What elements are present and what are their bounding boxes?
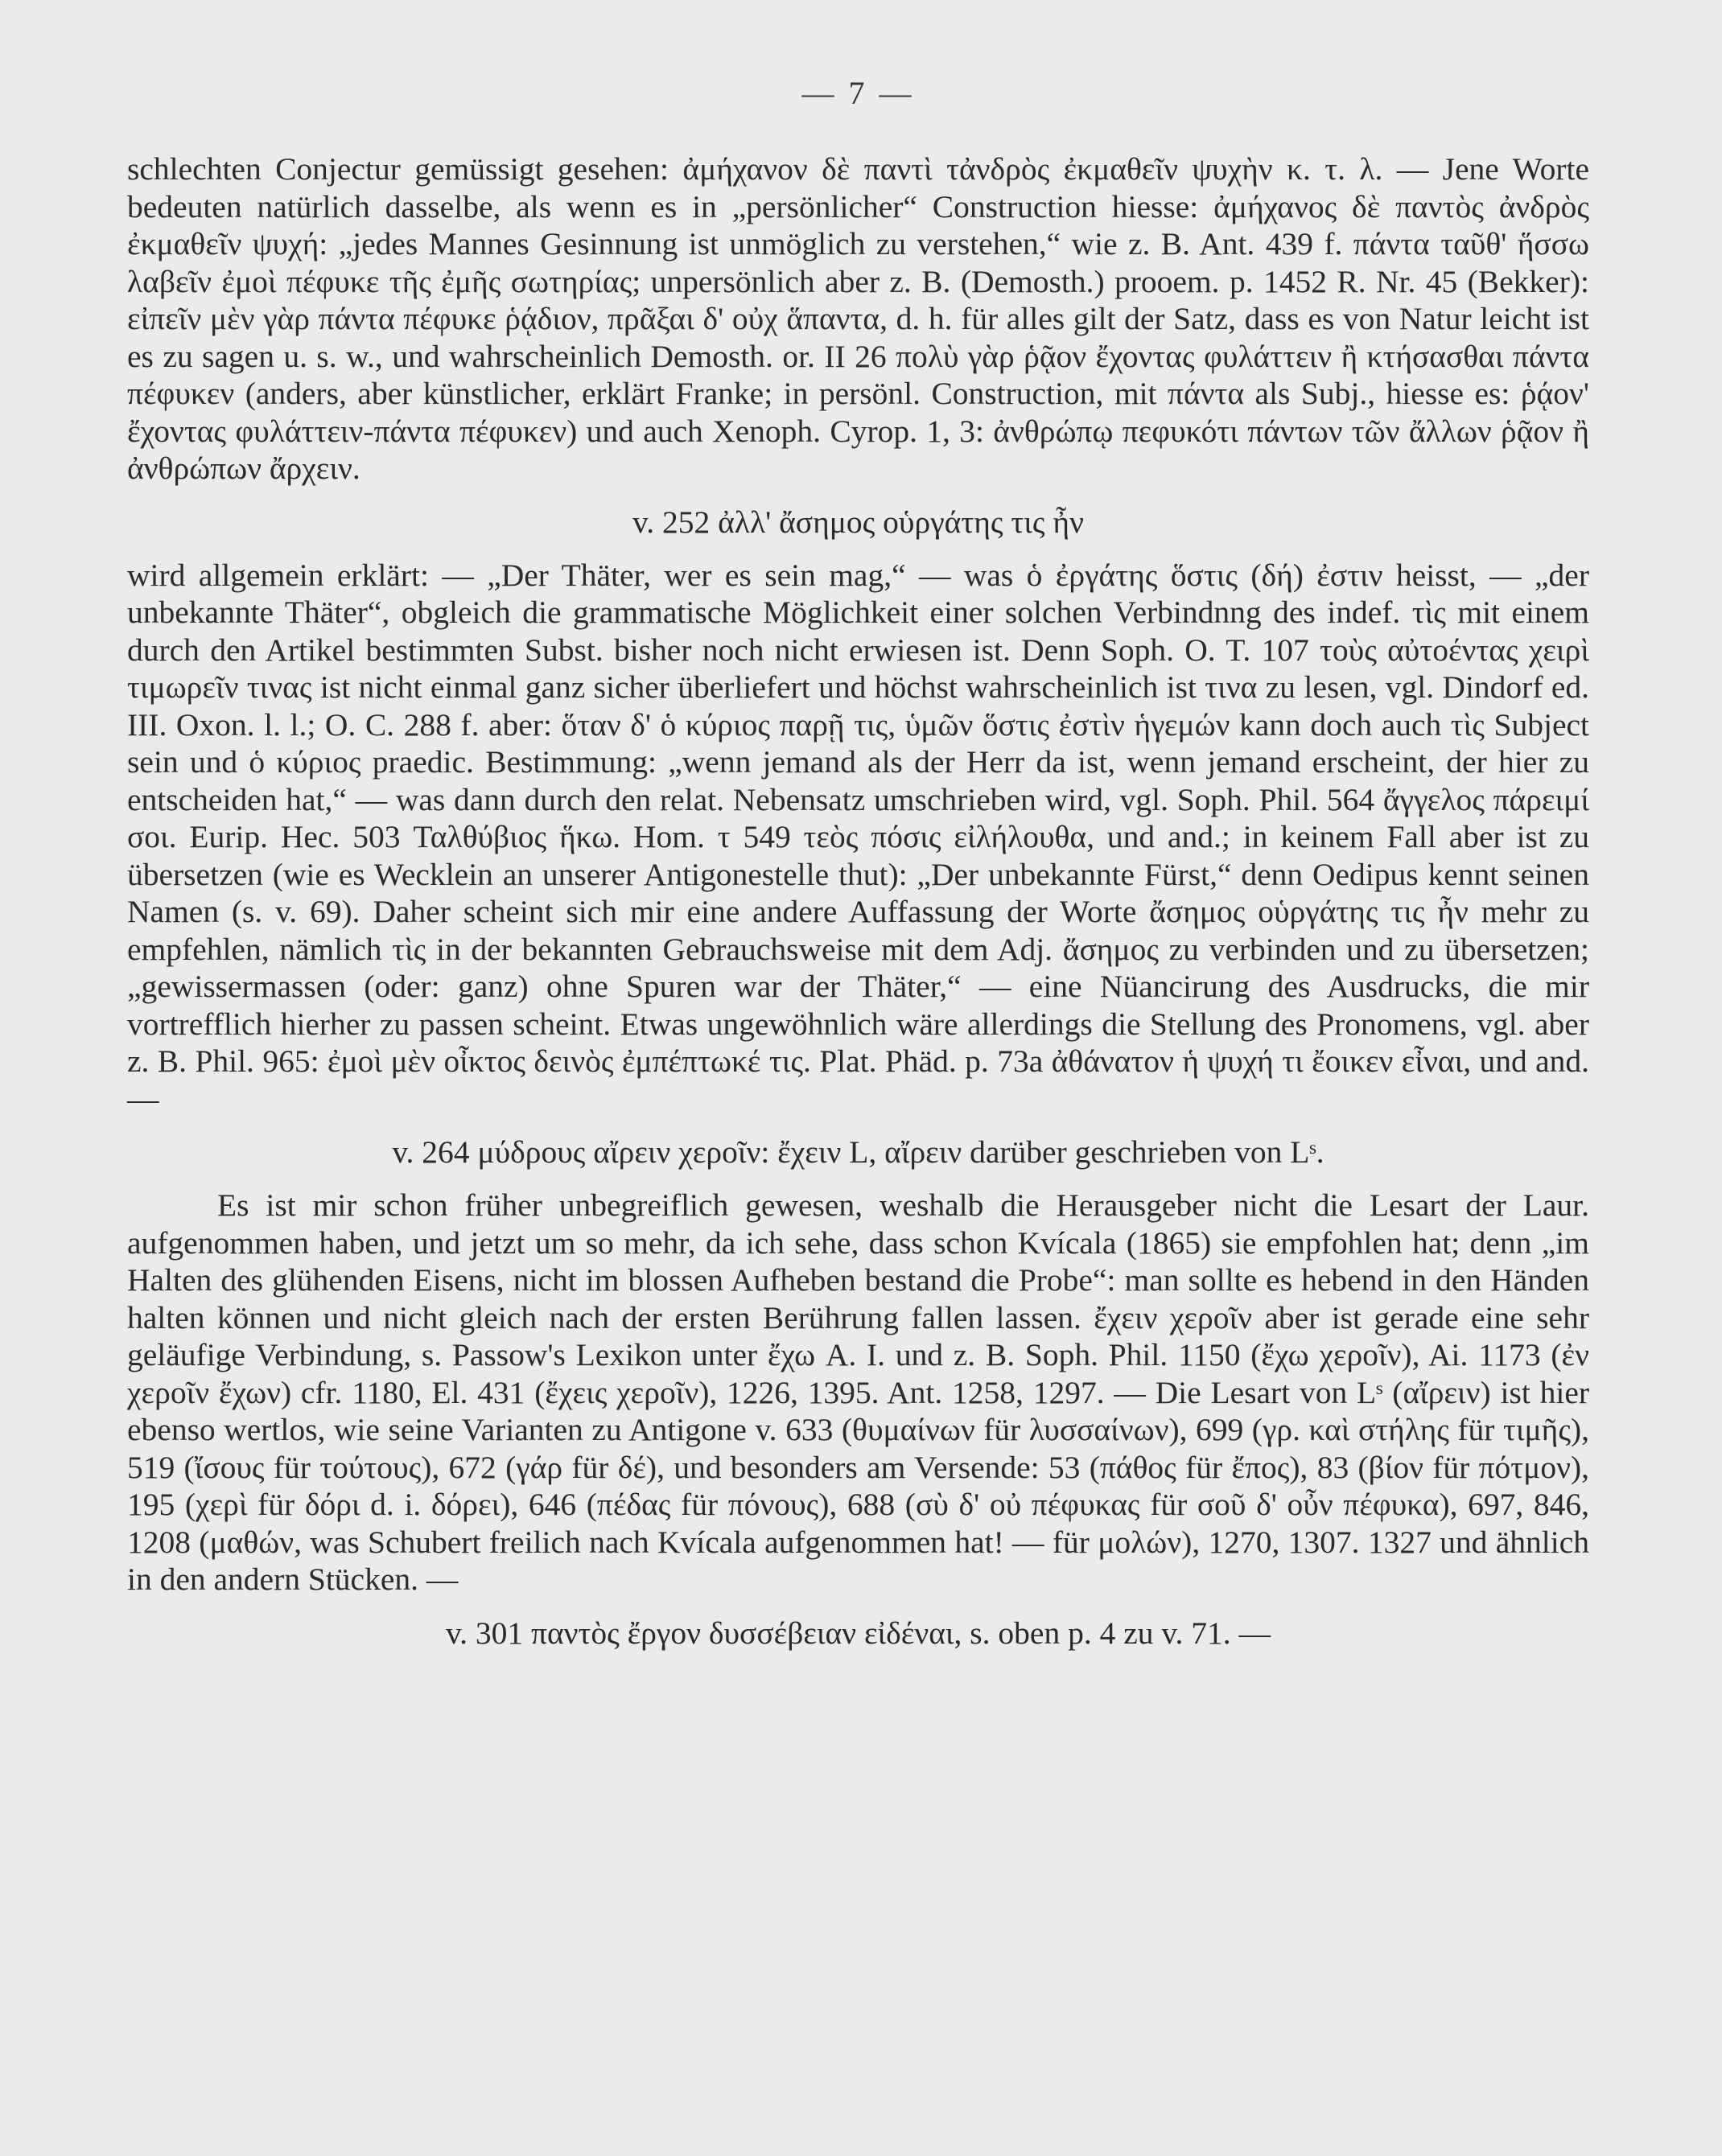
paragraph-thaeter: wird allgemein erklärt: — „Der Thäter, wer es sein mag,“ — was ὁ ἐργάτης ὅστις (δή) ἐστιν heisst, — „der unbekannte Thäter“, obgleich die grammatische Möglichkeit einer solchen Verbindnng des indef. τὶς mit einem durch den Artikel bestimmten Subst. bisher noch nicht erwiesen ist. Denn Soph. O. T. 107 τοὺς αὐτοέντας χειρὶ τιμωρεῖν τινας ist nicht einmal ganz sicher überliefert und höchst wahrscheinlich ist τινα zu lesen, vgl. Dindorf ed. III. Oxon. l. l.; O. C. 288 f. aber: ὅταν δ' ὁ κύριος παρῇ τις, ὑμῶν ὅστις ἐστὶν ἡγεμών kann doch auch τὶς Subject sein und ὁ κύριος praedic. Bestimmung: „wenn jemand als der Herr da ist, wenn jemand erscheint, der hier zu entscheiden hat,“ — was dann durch den relat. Nebensatz umschrieben wird, vgl. Soph. Phil. 564 ἄγγελος πάρειμί σοι. Eurip. Hec. 503 Ταλθύβιος ἥκω. Hom. τ 549 τεὸς πόσις εἰλήλουθα, und and.; in keinem Fall aber ist zu übersetzen (wie es Wecklein an unserer Antigonestelle thut): „Der unbekannte Fürst,“ denn Oedipus kennt seinen Namen (s. v. 69). Daher scheint sich mir eine andere Auffassung der Worte ἄσημος οὑργάτης τις ἦν mehr zu empfehlen, nämlich τὶς in der bekannten Gebrauchsweise mit dem Adj. ἄσημος zu verbinden und zu übersetzen; „gewissermassen (oder: ganz) ohne Spuren war der Thäter,“ — eine Nüancirung des Ausdrucks, die mir vortrefflich hierher zu passen scheint. Etwas ungewöhnlich wäre allerdings die Stellung des Pronomens, vgl. aber z. B. Phil. 965: ἐμοὶ μὲν οἶκτος δεινὸς ἐμπέπτωκέ τις. Plat. Phäd. p. 73a ἀθάνατον ἡ ψυχή τι ἔοικεν εἶναι, und and. — <box>127 557 1589 1117</box>
verse-heading-264: v. 264 μύδρους αἴρειν χεροῖν: ἔχειν L, αἴρειν darüber geschrieben von Lˢ. <box>392 1134 1324 1170</box>
verse-heading-301: v. 301 παντὸς ἔργον δυσσέβειαν εἰδέναι, s. oben p. 4 zu v. 71. — <box>445 1615 1271 1651</box>
paragraph-conjectur: schlechten Conjectur gemüssigt gesehen: ἀμήχανον δὲ παντὶ τἀνδρὸς ἐκμαθεῖν ψυχὴν κ. τ. λ. — Jene Worte bedeuten natürlich dasselbe, als wenn es in „persönlicher“ Construction hiesse: ἀμήχανος δὲ παντὸς ἀνδρὸς ἐκμαθεῖν ψυχή: „jedes Mannes Gesinnung ist unmöglich zu verstehen,“ wie z. B. Ant. 439 f. πάντα ταῦθ' ἥσσω λαβεῖν ἐμοὶ πέφυκε τῆς ἐμῆς σωτηρίας; unpersönlich aber z. B. (Demosth.) prooem. p. 1452 R. Nr. 45 (Bekker): εἰπεῖν μὲν γὰρ πάντα πέφυκε ῥᾴδιον, πρᾶξαι δ' οὐχ ἅπαντα, d. h. für alles gilt der Satz, dass es von Natur leicht ist es zu sagen u. s. w., und wahrscheinlich Demosth. or. II 26 πολὺ γὰρ ῥᾷον ἔχοντας φυλάττειν ἢ κτήσασθαι πάντα πέφυκεν (anders, aber künstlicher, erklärt Franke; in persönl. Construction, mit πάντα als Subj., hiesse es: ῥᾴον' ἔχοντας φυλάττειν-πάντα πέφυκεν) und auch Xenoph. Cyrop. 1, 3: ἀνθρώπῳ πεφυκότι πάντων τῶν ἄλλων ῥᾷον ἢ ἀνθρώπων ἄρχειν. <box>127 151 1589 486</box>
page-number: — 7 — <box>801 75 915 111</box>
verse-heading-252: v. 252 ἀλλ' ἄσημος οὑργάτης τις ἦν <box>632 504 1084 540</box>
paragraph-lesart: Es ist mir schon früher unbegreiflich gewesen, weshalb die Herausgeber nicht die Lesart der Laur. aufgenommen haben, und jetzt um so mehr, da ich sehe, dass schon Kvícala (1865) sie empfohlen hat; denn „im Halten des glühenden Eisens, nicht im blossen Aufheben bestand die Probe“: man sollte es hebend in den Händen halten können und nicht gleich nach der ersten Berührung fallen lassen. ἔχειν χεροῖν aber ist gerade eine sehr geläufige Verbindung, s. Passow's Lexikon unter ἔχω A. I. und z. B. Soph. Phil. 1150 (ἔχω χεροῖν), Ai. 1173 (ἐν χεροῖν ἔχων) cfr. 1180, El. 431 (ἔχεις χεροῖν), 1226, 1395. Ant. 1258, 1297. — Die Lesart von Lˢ (αἴρειν) ist hier ebenso wertlos, wie seine Varianten zu Antigone v. 633 (θυμαίνων für λυσσαίνων), 699 (γρ. καὶ στήλης für τιμῆς), 519 (ἴσους für τούτους), 672 (γάρ für δέ), und besonders am Versende: 53 (πάθος für ἔπος), 83 (βίον für πότμον), 195 (χερὶ für δόρι d. i. δόρει), 646 (πέδας für πόνους), 688 (σὺ δ' οὐ πέφυκας für σοῦ δ' οὖν πέφυκα), 697, 846, 1208 (μαθών, was Schubert freilich nach Kvícala aufgenommen hat! — für μολών), 1270, 1307. 1327 und ähnlich in den andern Stücken. — <box>127 1187 1589 1597</box>
